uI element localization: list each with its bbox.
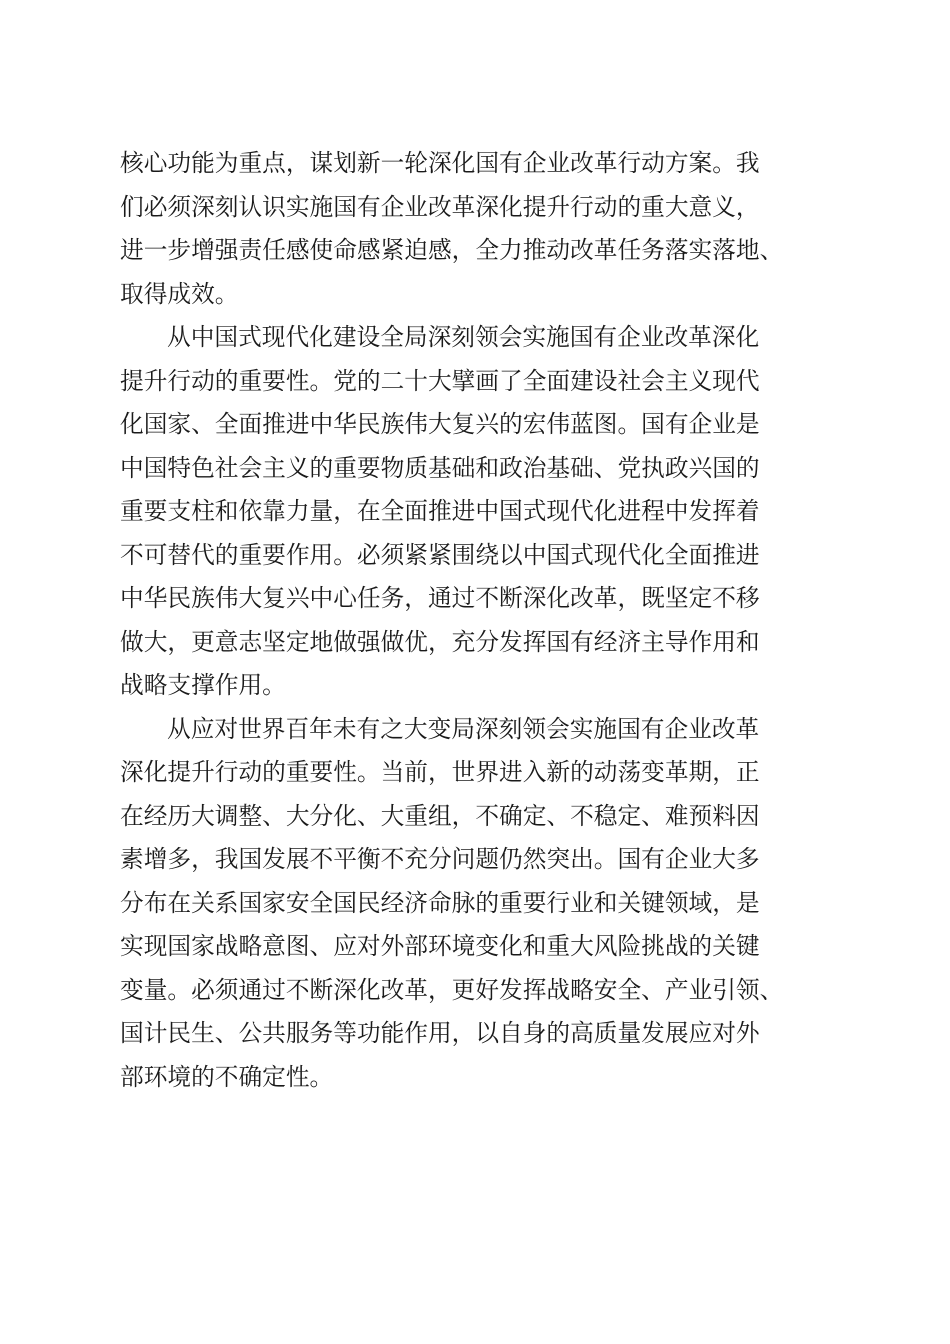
document-body — [120, 142, 832, 1099]
text-line: 从中国式现代化建设全局深刻领会实施国有企业改革深化 — [167, 323, 760, 351]
paragraph-3 — [120, 708, 832, 1100]
text-line: 素增多，我国发展不平衡不充分问题仍然突出。国有企业大多 — [120, 845, 760, 873]
paragraph-2 — [120, 316, 832, 708]
text-line: 中华民族伟大复兴中心任务，通过不断深化改革，既坚定不移 — [120, 584, 760, 612]
text-line: 做大，更意志坚定地做强做优，充分发挥国有经济主导作用和 — [120, 627, 760, 656]
text-line: 重要支柱和依靠力量，在全面推进中国式现代化进程中发挥着 — [120, 497, 760, 525]
text-line: 实现国家战略意图、应对外部环境变化和重大风险挑战的关键 — [120, 932, 760, 960]
text-line: 从应对世界百年未有之大变局深刻领会实施国有企业改革 — [167, 714, 760, 743]
text-line: 核心功能为重点，谋划新一轮深化国有企业改革行动方案。我 — [120, 149, 760, 177]
text-line: 提升行动的重要性。党的二十大擘画了全面建设社会主义现代 — [120, 366, 760, 395]
text-line: 进一步增强责任感使命感紧迫感，全力推动改革任务落实落地、 — [120, 236, 784, 264]
text-line: 战略支撑作用。 — [120, 671, 286, 699]
text-line: 国计民生、公共服务等功能作用，以自身的高质量发展应对外 — [120, 1019, 760, 1047]
text-line: 取得成效。 — [120, 279, 239, 308]
text-line: 们必须深刻认识实施国有企业改革深化提升行动的重大意义， — [120, 192, 760, 221]
text-line: 不可替代的重要作用。必须紧紧围绕以中国式现代化全面推进 — [120, 540, 760, 569]
text-line: 分布在关系国家安全国民经济命脉的重要行业和关键领域，是 — [120, 888, 760, 917]
text-line: 变量。必须通过不断深化改革，更好发挥战略安全、产业引领、 — [120, 975, 784, 1004]
paragraph-1 — [120, 142, 832, 316]
text-line: 在经历大调整、大分化、大重组，不确定、不稳定、难预料因 — [120, 801, 760, 830]
text-line: 深化提升行动的重要性。当前，世界进入新的动荡变革期，正 — [120, 758, 760, 786]
text-line: 中国特色社会主义的重要物质基础和政治基础、党执政兴国的 — [120, 453, 760, 482]
text-line: 部环境的不确定性。 — [120, 1062, 334, 1091]
text-line: 化国家、全面推进中华民族伟大复兴的宏伟蓝图。国有企业是 — [120, 410, 760, 438]
